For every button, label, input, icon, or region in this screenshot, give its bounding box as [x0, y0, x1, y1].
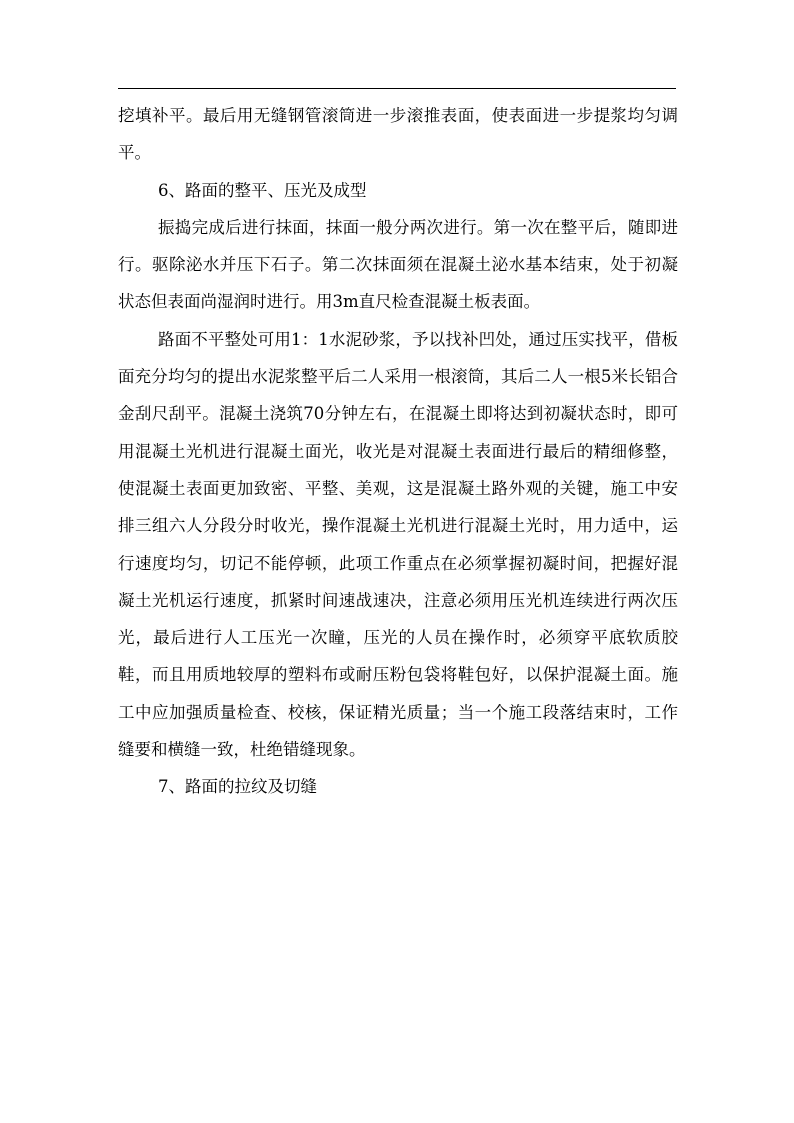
section-heading-6: 6、路面的整平、压光及成型 — [158, 180, 367, 200]
paragraph-leveling: 路面不平整处可用1：1水泥砂浆，予以找补凹处，通过压实找平，借板面充分均匀的提出水泥浆整平后二人采用一根滚筒，其后二人一根5米长铝合金刮尺刮平。混凝土浇筑70分钟左右，在混凝土即将达到初凝状态时，即可用混凝土光机进行混凝土面光，收光是对混凝土表面进行最后的精细修整，使混凝土表面更加致密、平整、美观，这是混凝土路外观的关键，施工中安排三组六人分段分时收光，操作混凝土光机进行混凝土光时，用力适中，运行速度均匀，切记不能停顿，此项工作重点在必须掌握初凝时间，把握好混凝土光机运行速度，抓紧时间速战速决，注意必须用压光机连续进行两次压光，最后进行人工压光一次瞳，压光的人员在操作时，必须穿平底软质胶鞋，而且用质地较厚的塑料布或耐压粉包袋将鞋包好，以保护混凝土面。施工中应加强质量检查、校核，保证精光质量；当一个施工段落结束时，工作缝要和横缝一致，杜绝错缝现象。 — [118, 329, 678, 760]
header-rule — [118, 88, 676, 89]
paragraph-continuation: 挖填补平。最后用无缝钢管滚筒进一步滚推表面，使表面进一步提浆均匀调平。 — [118, 106, 678, 163]
body-text — [118, 97, 678, 806]
paragraph-troweling: 振捣完成后进行抹面，抹面一般分两次进行。第一次在整平后，随即进行。驱除泌水并压下石子。第二次抹面须在混凝土泌水基本结束，处于初凝状态但表面尚湿润时进行。用3m直尺检查混凝土板表面。 — [118, 217, 678, 312]
section-heading-7: 7、路面的拉纹及切缝 — [158, 777, 317, 797]
